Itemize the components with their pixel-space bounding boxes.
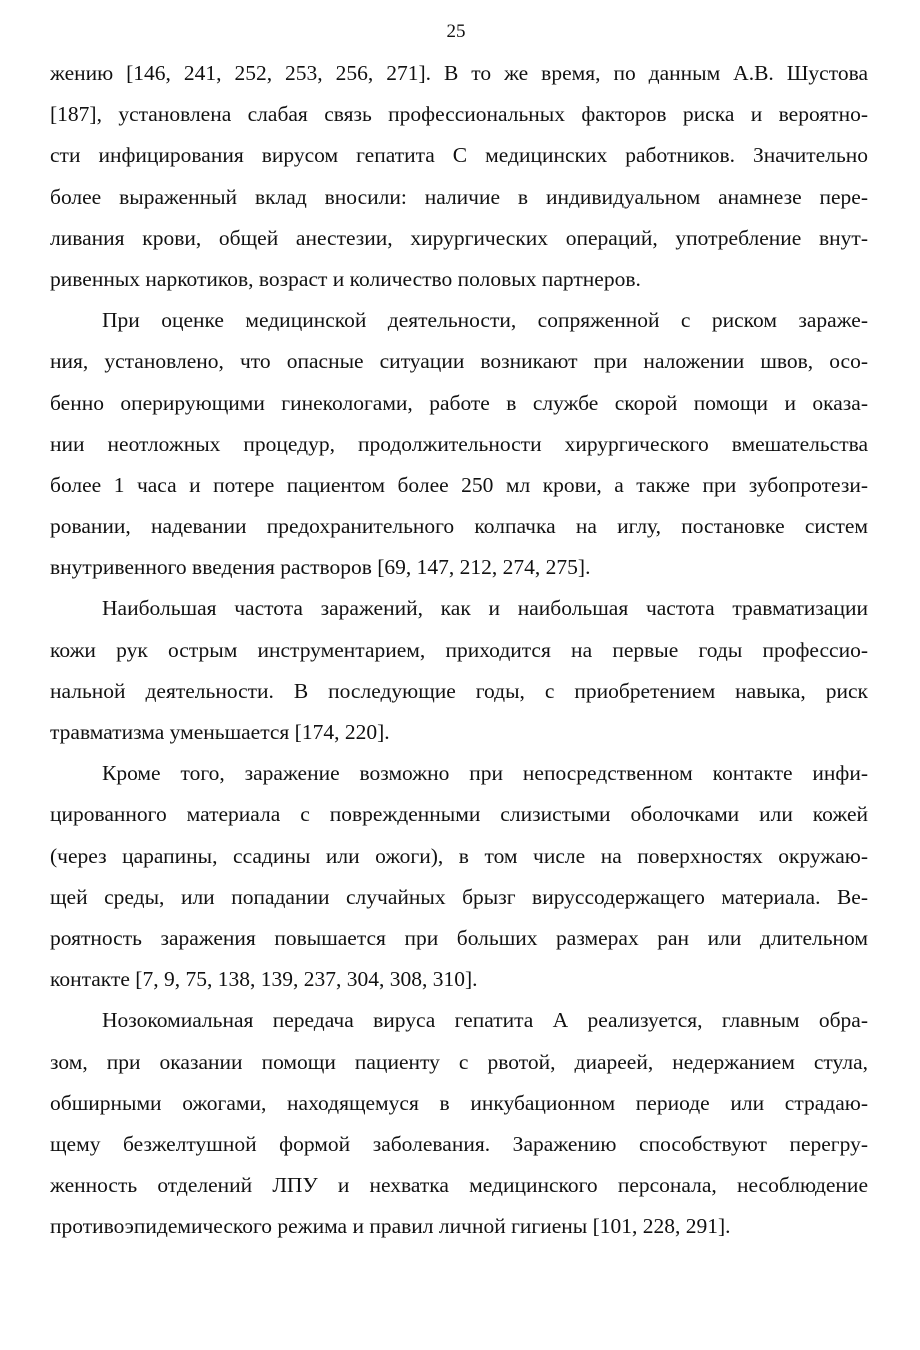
text-line: ливания крови, общей анестезии, хирургических операций, употребление внут- xyxy=(50,225,868,250)
text-line: При оценке медицинской деятельности, сопряженной с риском зараже- xyxy=(102,308,868,333)
text-line: более 1 часа и потере пациентом более 250 мл крови, а также при зубопротези- xyxy=(50,472,868,497)
text-line: более выраженный вклад вносили: наличие в индивидуальном анамнезе пере- xyxy=(50,184,868,209)
text-body xyxy=(50,53,868,1247)
text-line: ривенных наркотиков, возраст и количество половых партнеров. xyxy=(50,266,641,291)
text-line: обширными ожогами, находящемуся в инкубационном периоде или страдаю- xyxy=(50,1090,868,1115)
text-line: [187], установлена слабая связь профессиональных факторов риска и вероятно- xyxy=(50,102,868,127)
text-line: кожи рук острым инструментарием, приходится на первые годы профессио- xyxy=(50,637,868,662)
text-line: бенно оперирующими гинекологами, работе в службе скорой помощи и оказа- xyxy=(50,390,868,415)
text-line: Кроме того, заражение возможно при непосредственном контакте инфи- xyxy=(102,761,868,786)
paragraph xyxy=(50,588,868,753)
text-line: цированного материала с поврежденными слизистыми оболочками или кожей xyxy=(50,802,868,827)
text-line: нальной деятельности. В последующие годы, с приобретением навыка, риск xyxy=(50,678,868,703)
page-number: 25 xyxy=(446,21,466,42)
text-line: внутривенного введения растворов [69, 147, 212, 274, 275]. xyxy=(50,555,591,580)
text-line: зом, при оказании помощи пациенту с рвотой, диареей, недержанием стула, xyxy=(50,1049,868,1074)
text-line: сти инфицирования вирусом гепатита С медицинских работников. Значительно xyxy=(50,143,868,168)
text-line: ния, установлено, что опасные ситуации возникают при наложении швов, осо- xyxy=(50,349,868,374)
text-line: нии неотложных процедур, продолжительности хирургического вмешательства xyxy=(50,431,868,456)
text-line: Нозокомиальная передача вируса гепатита А реализуется, главным обра- xyxy=(102,1008,868,1033)
text-line: жению [146, 241, 252, 253, 256, 271]. В то же время, по данным А.В. Шустова xyxy=(50,61,868,85)
paragraph xyxy=(50,53,868,300)
text-line: щему безжелтушной формой заболевания. Заражению способствуют перегру- xyxy=(50,1131,868,1156)
text-line: роятность заражения повышается при больших размерах ран или длительном xyxy=(50,925,868,950)
text-line: ровании, надевании предохранительного колпачка на иглу, постановке систем xyxy=(50,514,868,539)
text-line: противоэпидемического режима и правил личной гигиены [101, 228, 291]. xyxy=(50,1214,731,1239)
paragraph xyxy=(50,753,868,1000)
text-line: женность отделений ЛПУ и нехватка медицинского персонала, несоблюдение xyxy=(50,1173,868,1198)
text-line: травматизма уменьшается [174, 220]. xyxy=(50,720,390,744)
text-line: (через царапины, ссадины или ожоги), в том числе на поверхностях окружаю- xyxy=(50,843,868,868)
text-line: Наибольшая частота заражений, как и наибольшая частота травматизации xyxy=(102,596,868,621)
paragraph xyxy=(50,300,868,588)
text-line: контакте [7, 9, 75, 138, 139, 237, 304, 308, 310]. xyxy=(50,967,478,992)
text-line: щей среды, или попадании случайных брызг вируссодержащего материала. Ве- xyxy=(50,884,868,909)
paragraph xyxy=(50,1000,868,1247)
